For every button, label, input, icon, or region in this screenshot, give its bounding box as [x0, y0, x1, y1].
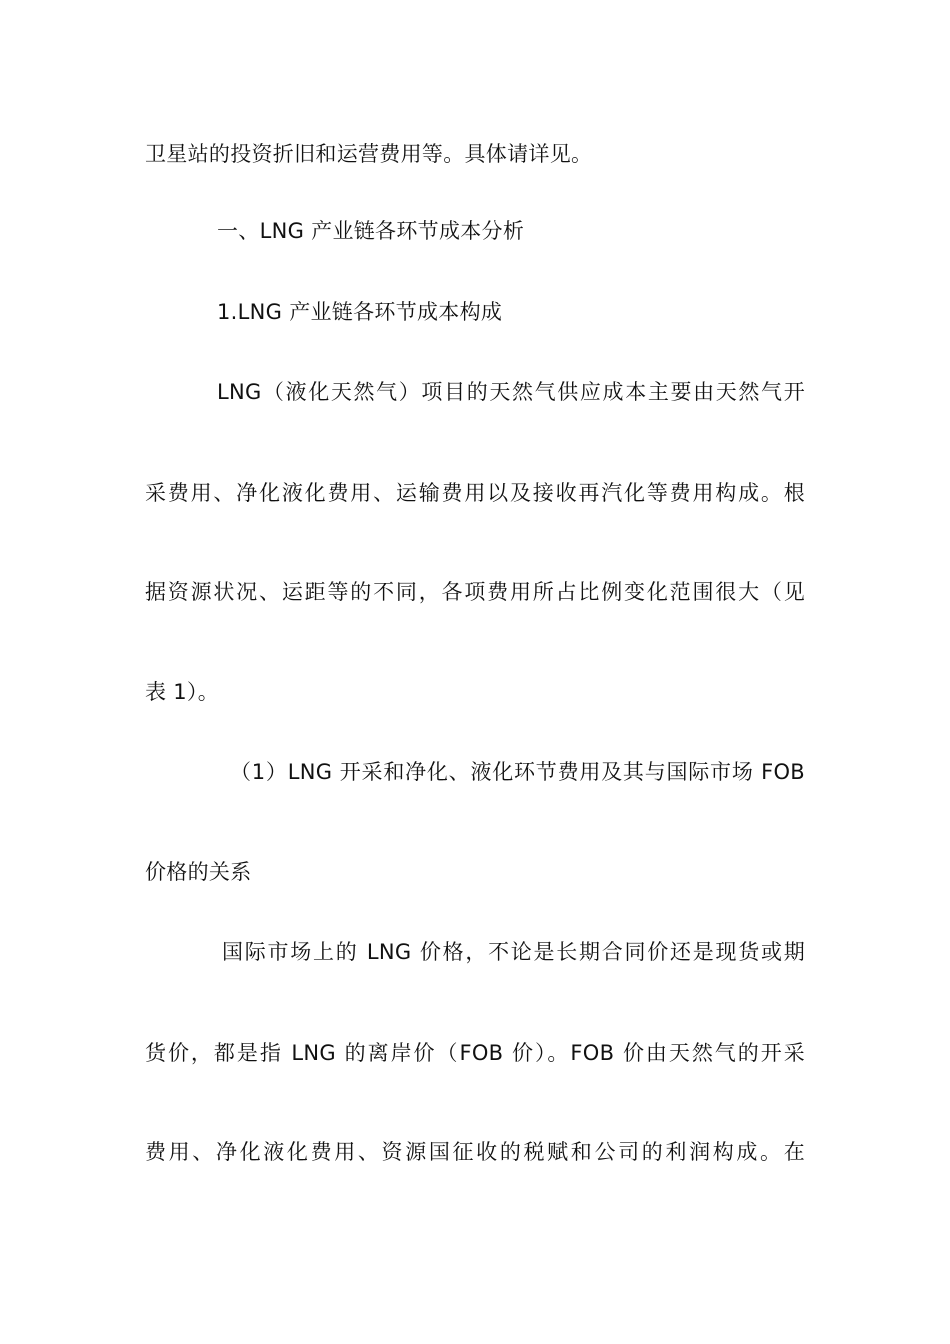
subsection-heading: 1.LNG 产业链各环节成本构成 [217, 300, 503, 324]
paragraph-line: 国际市场上的 LNG 价格，不论是长期合同价还是现货或期 [222, 940, 805, 964]
item-heading-continuation: 价格的关系 [145, 860, 252, 884]
paragraph-line: 货价，都是指 LNG 的离岸价（FOB 价）。FOB 价由天然气的开采 [145, 1041, 805, 1065]
paragraph-line: 采费用、净化液化费用、运输费用以及接收再汽化等费用构成。根 [145, 481, 805, 505]
paragraph-line: 表 1）。 [145, 680, 220, 704]
paragraph-line: 卫星站的投资折旧和运营费用等。具体请详见。 [145, 142, 593, 166]
section-heading: 一、LNG 产业链各环节成本分析 [217, 219, 525, 243]
item-heading: （1）LNG 开采和净化、液化环节费用及其与国际市场 FOB [230, 760, 805, 784]
paragraph-line: LNG（液化天然气）项目的天然气供应成本主要由天然气开 [217, 380, 805, 404]
paragraph-line: 费用、净化液化费用、资源国征收的税赋和公司的利润构成。在 [145, 1140, 805, 1164]
paragraph-line: 据资源状况、运距等的不同，各项费用所占比例变化范围很大（见 [145, 580, 805, 604]
